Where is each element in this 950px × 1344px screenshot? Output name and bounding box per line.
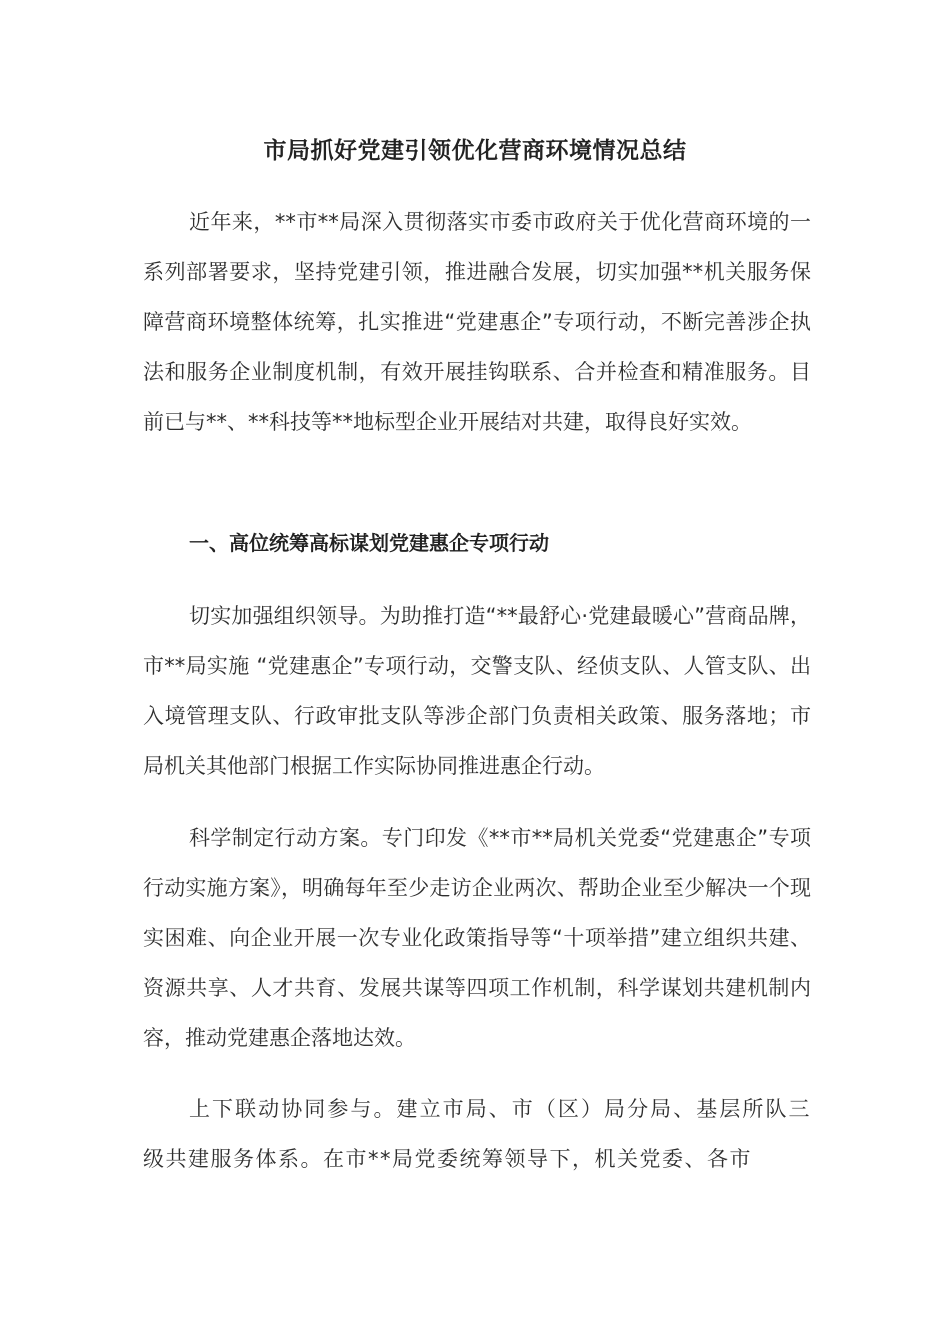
paragraph-action-plan: 科学制定行动方案。专门印发《**市**局机关党委“党建惠企”专项行动实施方案》，明确每年至少走访企业两次、帮助企业至少解决一个现实困难、向企业开展一次专业化政策指导等“十项举措”建立组织共建、资源共享、人才共育、发展共谋等四项工作机制，科学谋划共建机制内容，推动党建惠企落地达效。	[143, 826, 811, 1050]
paragraph-collaboration: 上下联动协同参与。建立市局、市（区）局分局、基层所队三级共建服务体系。在市**局党委统筹领导下，机关党委、各市	[143, 1097, 811, 1171]
paragraph-organization-leadership: 切实加强组织领导。为助推打造“**最舒心·党建最暖心”营商品牌，市**局实施 “党建惠企”专项行动，交警支队、经侦支队、人管支队、出入境管理支队、行政审批支队等涉企部门负责相关政策、服务落地；市局机关其他部门根据工作实际协同推进惠企行动。	[143, 604, 811, 778]
intro-paragraph: 近年来，**市**局深入贯彻落实市委市政府关于优化营商环境的一系列部署要求，坚持党建引领，推进融合发展，切实加强**机关服务保障营商环境整体统筹，扎实推进“党建惠企”专项行动，不断完善涉企执法和服务企业制度机制，有效开展挂钩联系、合并检查和精准服务。目前已与**、**科技等**地标型企业开展结对共建，取得良好实效。	[143, 210, 811, 434]
document-title: 市局抓好党建引领优化营商环境情况总结	[263, 138, 687, 164]
section-heading: 一、高位统筹高标谋划党建惠企专项行动	[189, 531, 549, 555]
